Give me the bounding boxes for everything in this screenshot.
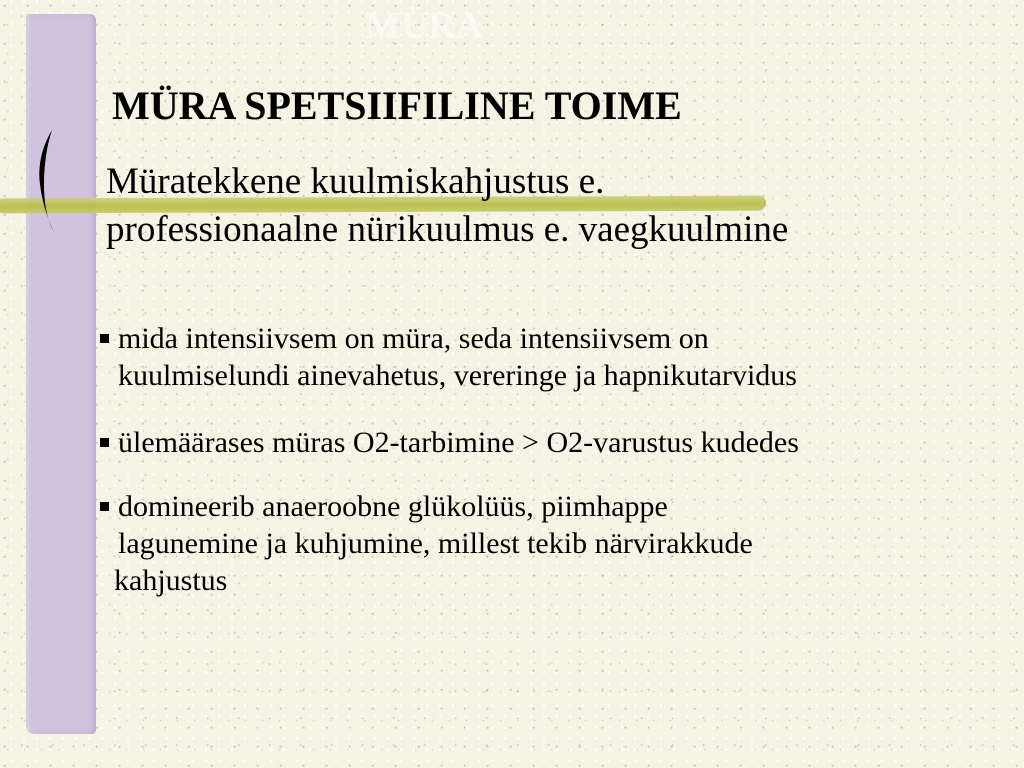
slide-title: MÜRA SPETSIIFILINE TOIME — [112, 83, 682, 128]
bullet-line: ülemäärases müras O2-tarbimine > O2-varustus kudedes — [118, 426, 799, 459]
subtitle-line: professionaalne nürikuulmus e. vaegkuulmine — [106, 209, 789, 250]
decorative-vertical-bar — [26, 14, 96, 734]
bullet-line: domineerib anaeroobne glükolüüs, piimhappe — [118, 490, 668, 523]
bullet-item — [96, 424, 799, 461]
bullet-line: kahjustus — [114, 564, 228, 597]
faded-header-title: MÜRA — [365, 5, 484, 47]
bracket-icon — [34, 126, 60, 236]
bullet-item — [96, 488, 799, 599]
square-bullet-icon — [100, 334, 109, 343]
bullet-line: kuulmiselundi ainevahetus, vereringe ja hapnikutarvidus — [118, 359, 797, 392]
bullet-line: mida intensiivsem on müra, seda intensiivsem on — [118, 322, 709, 355]
square-bullet-icon — [100, 438, 109, 447]
subtitle-line: Müratekkene kuulmiskahjustus e. — [106, 161, 605, 202]
bullet-line: lagunemine ja kuhjumine, millest tekib närvirakkude — [118, 527, 753, 560]
slide-subtitle — [106, 158, 788, 254]
square-bullet-icon — [100, 502, 109, 511]
bullet-list — [96, 320, 799, 599]
bullet-item — [96, 320, 799, 394]
